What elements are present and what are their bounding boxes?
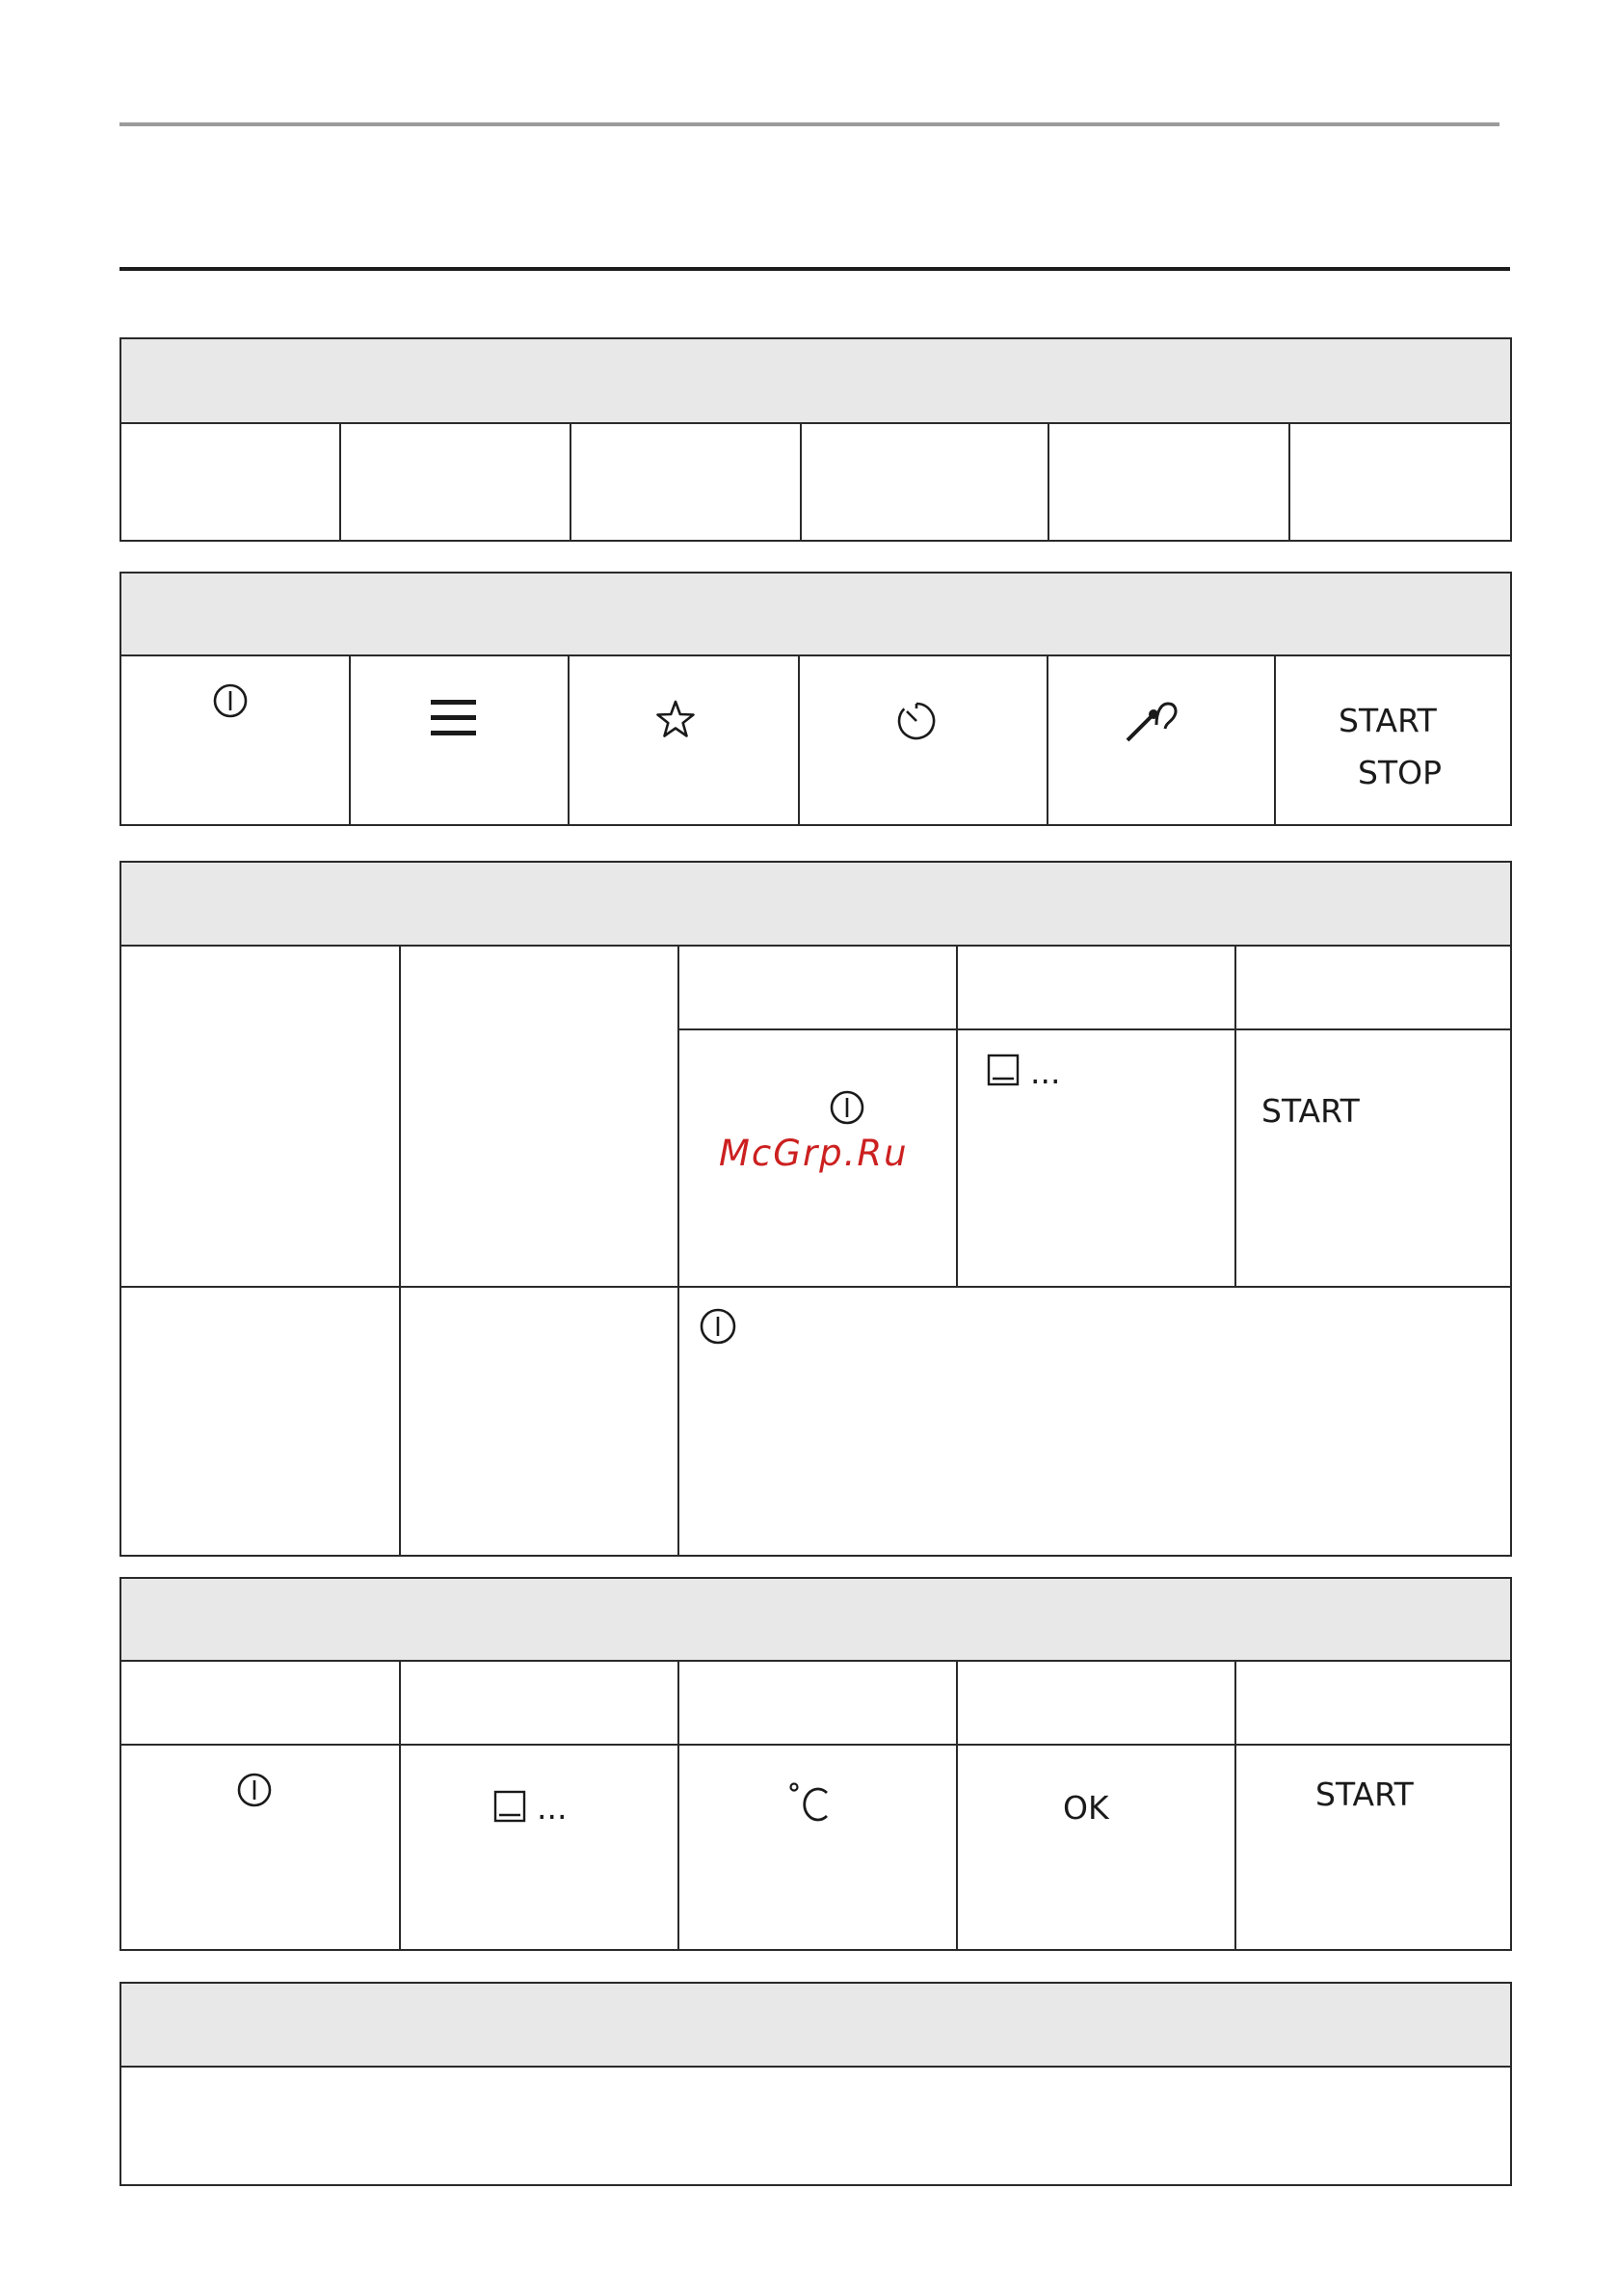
power-icon	[829, 1089, 865, 1126]
timer-icon	[895, 700, 938, 742]
table-divider	[1047, 656, 1048, 824]
table-3	[119, 861, 1512, 1557]
table-divider	[1234, 1662, 1236, 1949]
table-3-header	[121, 863, 1510, 947]
section-rule	[119, 267, 1510, 271]
table-2	[119, 572, 1512, 826]
power-icon	[212, 682, 249, 719]
table-divider	[1234, 947, 1236, 1286]
table-4-header	[121, 1579, 1510, 1662]
stop-label: STOP	[1358, 754, 1442, 791]
table-5	[119, 1982, 1512, 2186]
temperature-icon	[788, 1781, 833, 1826]
table-divider	[570, 424, 571, 540]
table-divider	[956, 947, 958, 1286]
table-2-header	[121, 574, 1510, 656]
table-4	[119, 1577, 1512, 1951]
start-label: START	[1339, 702, 1437, 739]
table-divider	[956, 1662, 958, 1949]
table-divider	[1048, 424, 1049, 540]
table-divider	[399, 947, 401, 1555]
top-rule	[119, 122, 1499, 126]
power-icon	[699, 1307, 737, 1346]
table-divider	[1274, 656, 1276, 824]
oven-function-icon	[987, 1054, 1020, 1086]
table-divider	[568, 656, 570, 824]
table-divider	[677, 1028, 1510, 1030]
watermark: McGrp.Ru	[719, 1133, 909, 1174]
table-divider	[798, 656, 800, 824]
ellipsis: ...	[1030, 1054, 1061, 1091]
table-1	[119, 337, 1512, 542]
table-1-header	[121, 339, 1510, 424]
table-divider	[349, 656, 351, 824]
table-divider	[800, 424, 802, 540]
table-divider	[339, 424, 341, 540]
meat-probe-icon	[1124, 696, 1180, 744]
table-divider	[121, 1286, 1510, 1288]
table-divider	[677, 1662, 679, 1949]
start-label: START	[1315, 1775, 1414, 1813]
table-divider	[677, 947, 679, 1555]
menu-icon	[430, 698, 478, 738]
star-icon	[655, 699, 696, 739]
ok-label: OK	[1063, 1789, 1109, 1827]
table-divider	[1288, 424, 1290, 540]
power-icon	[236, 1772, 273, 1808]
table-divider	[121, 1744, 1510, 1746]
table-5-header	[121, 1984, 1510, 2068]
start-label: START	[1261, 1092, 1360, 1130]
oven-function-icon	[493, 1790, 526, 1823]
ellipsis: ...	[537, 1789, 568, 1827]
table-divider	[399, 1662, 401, 1949]
